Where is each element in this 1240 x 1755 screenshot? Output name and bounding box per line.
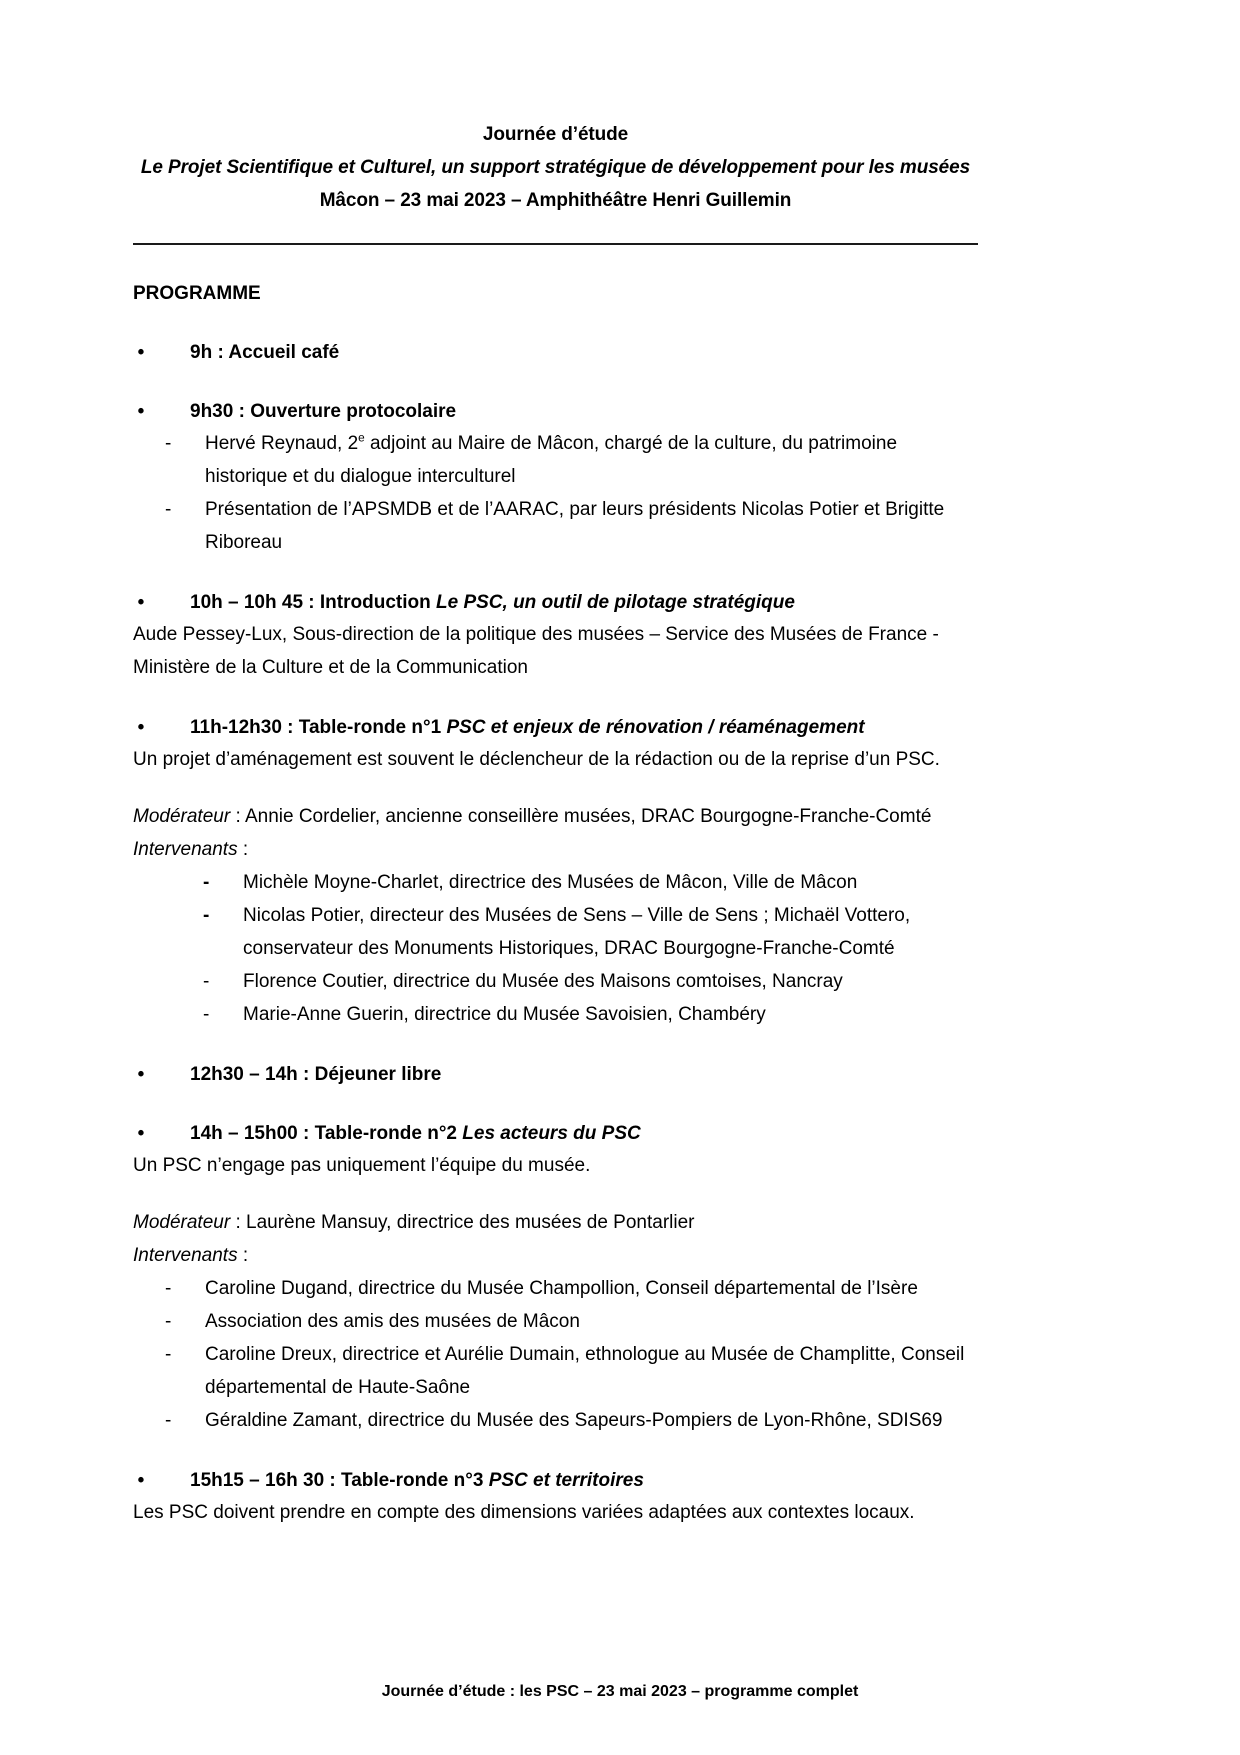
header-place-date: Mâcon – 23 mai 2023 – Amphithéâtre Henri Guillemin — [319, 190, 792, 211]
header-title: Journée d’étude — [482, 124, 629, 145]
program-item-table-ronde-2 — [133, 1118, 978, 1149]
table-ronde-1-intervenants-label — [133, 833, 978, 866]
moderateur-value: : Laurène Mansuy, directrice des musées de Pontarlier — [230, 1212, 695, 1233]
dash-icon: - — [203, 1004, 210, 1025]
list-item — [165, 1272, 978, 1305]
list-item — [165, 1305, 978, 1338]
header-divider — [133, 243, 978, 245]
intervenants-label: Intervenants — [133, 1245, 238, 1266]
list-item-text: Hervé Reynaud, 2e adjoint au Maire de Mâcon, chargé de la culture, du patrimoine historique et du dialogue interculturel — [205, 431, 898, 487]
program-item-ouverture — [133, 396, 978, 427]
moderateur-value: : Annie Cordelier, ancienne conseillère musées, DRAC Bourgogne-Franche-Comté — [230, 806, 932, 827]
bullet-icon: • — [137, 717, 145, 738]
table-ronde-2-intervenants-label — [133, 1239, 978, 1272]
document-body — [133, 118, 978, 1529]
program-item-accueil — [133, 337, 978, 368]
dash-icon: - — [165, 1344, 172, 1365]
dash-icon: - — [203, 905, 210, 926]
list-item-text: Présentation de l’APSMDB et de l’AARAC, par leurs présidents Nicolas Potier et Brigitte Riboreau — [205, 499, 945, 553]
dash-icon: - — [165, 1278, 172, 1299]
program-item-table-ronde-2-label: 14h – 15h00 : Table-ronde n°2 — [190, 1123, 463, 1144]
table-ronde-3-description: Les PSC doivent prendre en compte des dimensions variées adaptées aux contextes locaux. — [133, 1502, 915, 1523]
bullet-icon: • — [137, 401, 145, 422]
table-ronde-2-description: Un PSC n’engage pas uniquement l’équipe du musée. — [133, 1155, 591, 1176]
dash-icon: - — [203, 872, 210, 893]
bullet-icon: • — [137, 1470, 145, 1491]
program-item-table-ronde-1 — [133, 712, 978, 743]
header-subtitle: Le Projet Scientifique et Culturel, un support stratégique de développement pour les musées — [140, 157, 971, 178]
introduction-speaker: Aude Pessey-Lux, Sous-direction de la politique des musées – Service des Musées de France - Ministère de la Culture et de la Communication — [133, 624, 939, 678]
program-item-table-ronde-3-label: 15h15 – 16h 30 : Table-ronde n°3 — [190, 1470, 489, 1491]
dash-icon: - — [165, 499, 172, 520]
program-item-introduction — [133, 587, 978, 618]
ouverture-sublist — [165, 427, 978, 559]
dash-icon: - — [203, 971, 210, 992]
page-footer: Journée d’étude : les PSC – 23 mai 2023 – programme complet — [381, 1683, 859, 1700]
list-item — [203, 899, 978, 965]
dash-icon: - — [165, 1311, 172, 1332]
program-item-table-ronde-3 — [133, 1465, 978, 1496]
list-item — [203, 866, 978, 899]
intervenants-label: Intervenants — [133, 839, 238, 860]
table-ronde-1-intervenants-list — [203, 866, 978, 1031]
page-title: PROGRAMME — [133, 283, 261, 304]
program-item-table-ronde-3-title: PSC et territoires — [488, 1470, 644, 1491]
list-item-text: Géraldine Zamant, directrice du Musée des Sapeurs-Pompiers de Lyon-Rhône, SDIS69 — [205, 1410, 943, 1431]
bullet-icon: • — [137, 592, 145, 613]
table-ronde-2-intervenants-list — [165, 1272, 978, 1437]
list-item-text: Michèle Moyne-Charlet, directrice des Musées de Mâcon, Ville de Mâcon — [243, 872, 858, 893]
intervenants-colon: : — [237, 1245, 249, 1266]
table-ronde-1-description: Un projet d’aménagement est souvent le déclencheur de la rédaction ou de la reprise d’un PSC. — [133, 749, 940, 770]
moderateur-label: Modérateur — [133, 806, 231, 827]
table-ronde-1-moderateur — [133, 800, 978, 833]
dash-icon: - — [165, 1410, 172, 1431]
bullet-icon: • — [137, 342, 145, 363]
list-item — [165, 493, 978, 559]
program-item-dejeuner-label: 12h30 – 14h : Déjeuner libre — [190, 1064, 442, 1085]
bullet-icon: • — [137, 1123, 145, 1144]
intervenants-colon: : — [237, 839, 249, 860]
program-item-ouverture-label: 9h30 : Ouverture protocolaire — [190, 401, 457, 422]
moderateur-label: Modérateur — [133, 1212, 231, 1233]
list-item — [203, 965, 978, 998]
program-item-introduction-title: Le PSC, un outil de pilotage stratégique — [436, 592, 795, 613]
list-item — [165, 1404, 978, 1437]
list-item-text: Marie-Anne Guerin, directrice du Musée Savoisien, Chambéry — [243, 1004, 766, 1025]
program-item-table-ronde-1-title: PSC et enjeux de rénovation / réaménagement — [446, 717, 865, 738]
program-item-table-ronde-1-label: 11h-12h30 : Table-ronde n°1 — [190, 717, 447, 738]
program-item-introduction-label: 10h – 10h 45 : Introduction — [190, 592, 436, 613]
list-item — [165, 1338, 978, 1404]
list-item-text: Caroline Dreux, directrice et Aurélie Dumain, ethnologue au Musée de Champlitte, Conseil départemental de Haute-Saône — [205, 1344, 965, 1398]
list-item-text: Caroline Dugand, directrice du Musée Champollion, Conseil départemental de l’Isère — [205, 1278, 918, 1299]
program-item-dejeuner — [133, 1059, 978, 1090]
bullet-icon: • — [137, 1064, 145, 1085]
dash-icon: - — [165, 433, 172, 454]
program-item-table-ronde-2-title: Les acteurs du PSC — [462, 1123, 641, 1144]
document-header — [133, 118, 978, 217]
program-item-accueil-label: 9h : Accueil café — [190, 342, 340, 363]
table-ronde-2-moderateur — [133, 1206, 978, 1239]
ordinal-suffix: e — [358, 431, 365, 445]
list-item-text: Association des amis des musées de Mâcon — [205, 1311, 580, 1332]
list-item — [165, 427, 978, 493]
list-item-text: Nicolas Potier, directeur des Musées de Sens – Ville de Sens ; Michaël Vottero, conservateur des Monuments Historiques, DRAC Bourgogne-Franche-Comté — [243, 905, 911, 959]
list-item-text: Florence Coutier, directrice du Musée des Maisons comtoises, Nancray — [243, 971, 843, 992]
list-item — [203, 998, 978, 1031]
